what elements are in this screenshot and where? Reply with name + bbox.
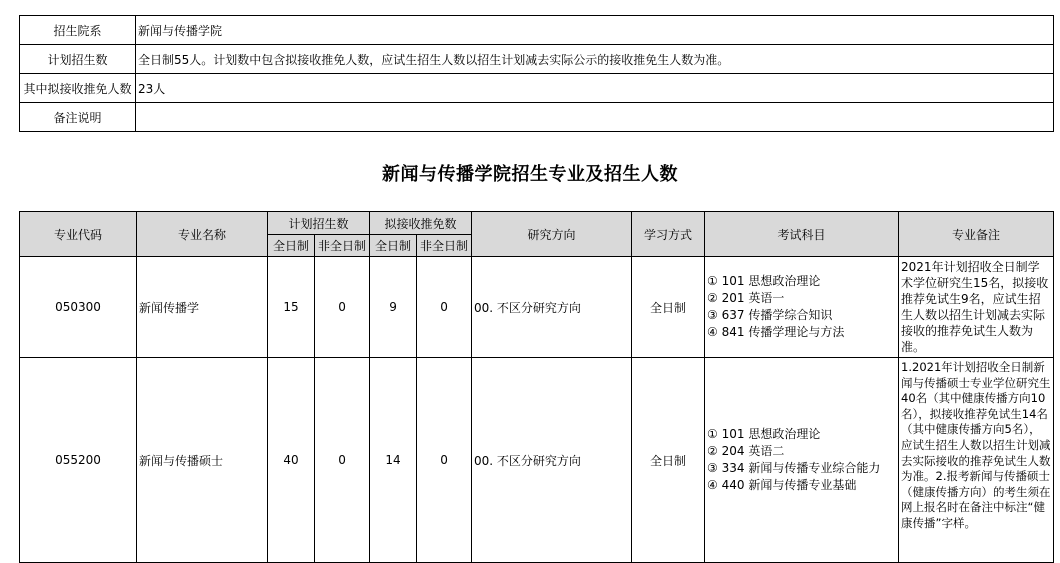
header-tuimian: 拟接收推免数 [370,212,472,235]
info-value: 23人 [136,74,1054,103]
header-plan: 计划招生数 [268,212,370,235]
info-row-department [20,16,1054,45]
info-value: 全日制55人。计划数中包含拟接收推免人数，应试生招生人数以招生计划减去实际公示的接收推免生人数为准。 [136,45,1054,74]
exam-subject: ③ 637 传播学综合知识 [707,308,833,322]
header-plan-parttime: 非全日制 [315,235,370,257]
header-tuimian-parttime: 非全日制 [417,235,472,257]
study-mode: 全日制 [632,257,705,358]
exam-subject: ① 101 思想政治理论 [707,274,821,288]
page-title: 新闻与传播学院招生专业及招生人数 [382,164,678,185]
tuimian-parttime: 0 [417,257,472,358]
plan-fulltime: 40 [268,358,315,563]
major-table [19,211,1054,563]
info-row-plan [20,45,1054,74]
tuimian-parttime: 0 [417,358,472,563]
exam-subject: ④ 440 新闻与传播专业基础 [707,478,857,492]
exam-subject: ④ 841 传播学理论与方法 [707,325,845,339]
header-direction: 研究方向 [472,212,632,257]
info-row-remark [20,103,1054,132]
header-code: 专业代码 [20,212,137,257]
header-subjects: 考试科目 [705,212,899,257]
major-remark: 2021年计划招收全日制学术学位研究生15名，拟接收推荐免试生9名，应试生招生人数以招生计划减去实际接收的推荐免试生人数为准。 [899,257,1054,358]
info-label: 招生院系 [20,16,136,45]
study-mode: 全日制 [632,358,705,563]
plan-parttime: 0 [315,257,370,358]
plan-parttime: 0 [315,358,370,563]
major-name: 新闻与传播硕士 [137,358,268,563]
info-value [136,103,1054,132]
header-row [20,212,1054,235]
tuimian-fulltime: 14 [370,358,417,563]
header-plan-fulltime: 全日制 [268,235,315,257]
major-name: 新闻传播学 [137,257,268,358]
exam-subject: ③ 334 新闻与传播专业综合能力 [707,461,881,475]
major-code: 050300 [20,257,137,358]
research-direction: 00. 不区分研究方向 [472,257,632,358]
info-row-tuimian [20,74,1054,103]
exam-subject: ① 101 思想政治理论 [707,427,821,441]
exam-subjects [705,358,899,563]
major-remark: 1.2021年计划招收全日制新闻与传播硕士专业学位研究生40名（其中健康传播方向10名），拟接收推荐免试生14名（其中健康传播方向5名），应试生招生人数以招生计划减去实际接收的推荐免试生人数为准。2.报考新闻与传播硕士（健康传播方向）的考生须在网上报名时在备注中标注“健康传播”字样。 [899,358,1054,563]
tuimian-fulltime: 9 [370,257,417,358]
research-direction: 00. 不区分研究方向 [472,358,632,563]
header-name: 专业名称 [137,212,268,257]
table-row [20,358,1054,563]
info-label: 计划招生数 [20,45,136,74]
table-row [20,257,1054,358]
header-mode: 学习方式 [632,212,705,257]
info-value: 新闻与传播学院 [136,16,1054,45]
plan-fulltime: 15 [268,257,315,358]
info-table [19,15,1054,132]
info-label: 备注说明 [20,103,136,132]
exam-subjects [705,257,899,358]
header-remark: 专业备注 [899,212,1054,257]
header-tuimian-fulltime: 全日制 [370,235,417,257]
exam-subject: ② 204 英语二 [707,444,785,458]
major-code: 055200 [20,358,137,563]
info-label: 其中拟接收推免人数 [20,74,136,103]
exam-subject: ② 201 英语一 [707,291,785,305]
